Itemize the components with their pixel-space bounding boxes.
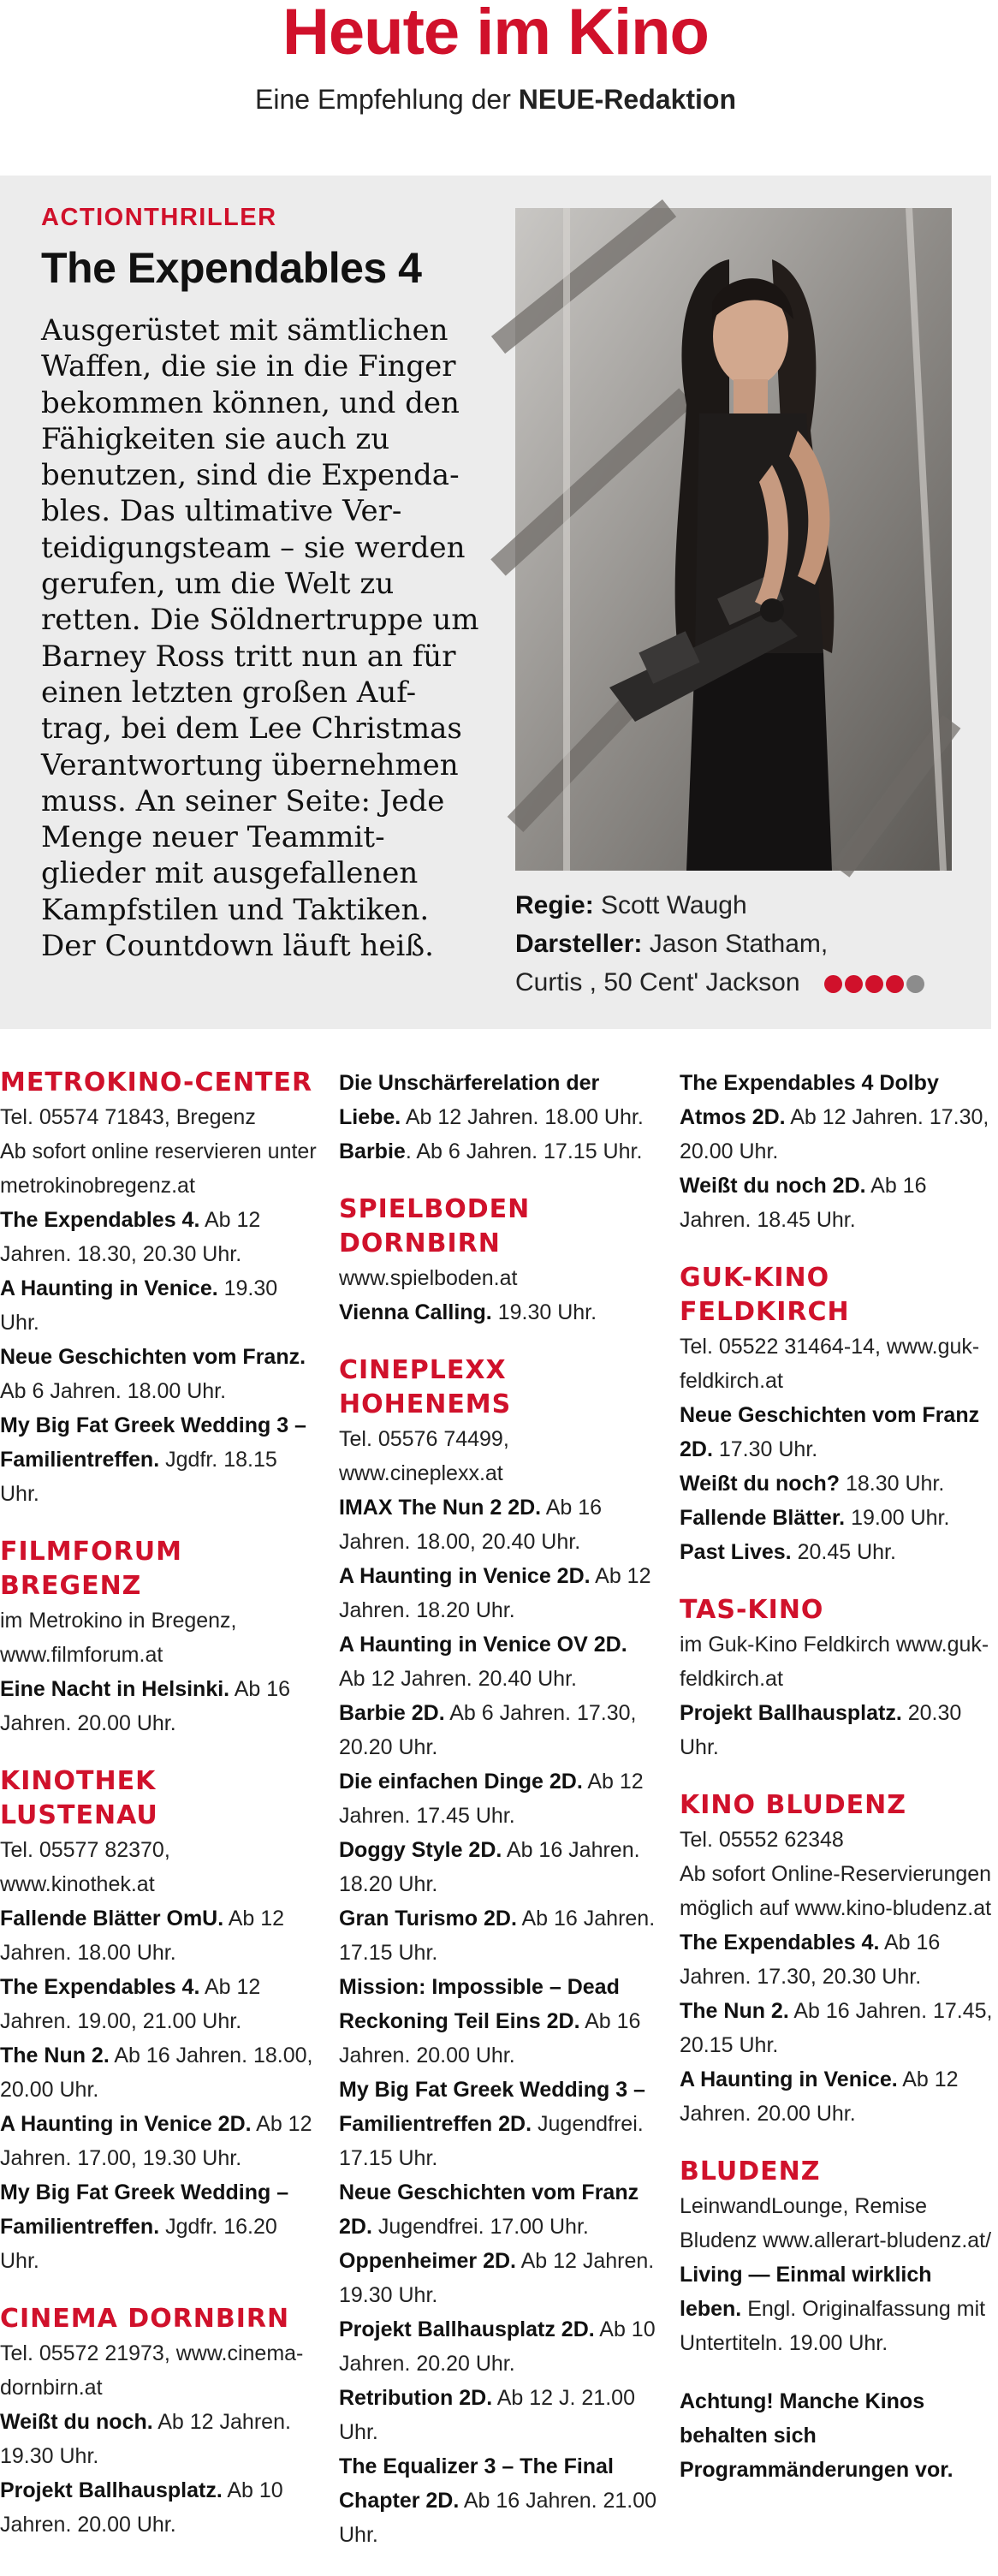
listing-line: [339, 1134, 657, 1169]
listing-text: 19.30 Uhr.: [0, 1276, 278, 1335]
cinema-name: BLUDENZ: [680, 2157, 821, 2186]
page-title: Heute im Kino: [282, 0, 709, 68]
listing-text: Ab 12 Jahren. 19.30 Uhr.: [339, 2249, 655, 2307]
listing-text: Ab sofort online reservieren unter metrokinobregenz.at: [0, 1139, 317, 1198]
cinema-name: CINEPLEXX HOHENEMS: [339, 1355, 512, 1419]
listing-text: Tel. 05552 62348: [680, 1828, 844, 1852]
movie-title: Past Lives.: [680, 1540, 792, 1564]
cinema-block: [680, 2384, 998, 2487]
movie-title: Mission: Impossible – Dead Reckoning Teil Eins 2D.: [339, 1975, 620, 2033]
featured-credits: [515, 886, 977, 1002]
listing-line: [680, 1535, 998, 1569]
listing-line: [0, 1100, 318, 1134]
listing-text: Tel. 05574 71843, Bregenz: [0, 1105, 256, 1129]
cinema-name: KINO BLUDENZ: [680, 1790, 906, 1820]
listing-line: [339, 2449, 657, 2552]
movie-title: Die Unschärferelation der Liebe.: [339, 1071, 600, 1129]
movie-title: The Expendables 4.: [680, 1931, 880, 1954]
movie-title: Projekt Ballhausplatz.: [0, 2478, 223, 2502]
listing-line: [0, 1970, 318, 2038]
listing-text: Ab 12 Jahren. 20.40 Uhr.: [339, 1667, 577, 1691]
listing-text: Ab 12 Jahren. 18.20 Uhr.: [339, 1564, 651, 1622]
listing-text: Ab 12 Jahren. 17.45 Uhr.: [339, 1770, 644, 1828]
listing-text: Ab 12 Jahren. 18.30, 20.30 Uhr.: [0, 1208, 261, 1266]
cinema-block: [0, 2302, 318, 2542]
movie-title: Achtung! Manche Kinos behalten sich Programmänderungen vor.: [680, 2389, 953, 2482]
movie-title: The Nun 2.: [680, 1999, 789, 2023]
listing-text: LeinwandLounge, Remise Bludenz www.allerart-bludenz.at/: [680, 2194, 992, 2252]
cinema-name: SPIELBODEN DORNBIRN: [339, 1194, 531, 1258]
listing-text: Ab sofort Online-Reservierungen möglich auf www.kino-bludenz.at: [680, 1862, 992, 1920]
listing-text: Jgdfr. 16.20 Uhr.: [0, 2215, 277, 2273]
subtitle-prefix: Eine Empfehlung der: [255, 84, 519, 115]
cinema-block: [339, 1193, 657, 1330]
cast-names-2: Curtis , 50 Cent' Jackson: [515, 968, 800, 996]
cinema-block: [680, 2155, 998, 2360]
listing-line: [0, 1833, 318, 1901]
movie-title: Neue Geschichten vom Franz 2D.: [339, 2180, 639, 2239]
featured-genre: ACTIONTHRILLER: [41, 204, 277, 231]
listing-line: [680, 1066, 998, 1169]
cinema-name: GUK-KINO FELDKIRCH: [680, 1263, 850, 1327]
listing-line: [339, 1422, 657, 1490]
listing-line: [339, 1764, 657, 1833]
listing-text: Ab 12 Jahren. 19.30 Uhr.: [0, 2410, 291, 2468]
movie-title: Neue Geschichten vom Franz.: [0, 1345, 306, 1369]
movie-title: Vienna Calling.: [339, 1300, 492, 1324]
rating-dot-empty: [906, 975, 924, 993]
movie-title: IMAX The Nun 2 2D.: [339, 1496, 542, 1520]
listing-text: Ab 16 Jahren. 17.30, 20.30 Uhr.: [680, 1931, 941, 1989]
listing-line: [339, 1833, 657, 1901]
listing-line: [339, 2381, 657, 2449]
cinema-name: FILMFORUM BREGENZ: [0, 1537, 182, 1601]
listing-text: Ab 12 Jahren. 17.30, 20.00 Uhr.: [680, 1105, 989, 1163]
listing-line: [0, 2473, 318, 2542]
movie-title: Living — Einmal wirklich leben.: [680, 2263, 932, 2321]
movie-title: Doggy Style 2D.: [339, 1838, 502, 1862]
movie-title: The Equalizer 3 – The Final Chapter 2D.: [339, 2454, 614, 2513]
listing-line: [339, 1295, 657, 1330]
listing-text: 18.30 Uhr.: [840, 1472, 945, 1496]
movie-title: Projekt Ballhausplatz 2D.: [339, 2317, 595, 2341]
movie-title: The Expendables 4.: [0, 1975, 200, 1999]
listing-line: [339, 1627, 657, 1696]
movie-title: My Big Fat Greek Wedding 3 – Familientreffen.: [0, 1413, 306, 1472]
movie-still-photo: [515, 208, 952, 871]
movie-title: A Haunting in Venice.: [680, 2067, 898, 2091]
listing-text: Tel. 05522 31464-14, www.guk-feldkirch.at: [680, 1335, 980, 1393]
listing-line: [339, 2073, 657, 2175]
listing-line: [680, 2384, 998, 2487]
listing-line: [0, 1672, 318, 1740]
listing-text: Jugendfrei. 17.00 Uhr.: [371, 2215, 589, 2239]
featured-title: The Expendables 4: [41, 244, 422, 292]
rating-dot-filled: [845, 975, 863, 993]
listing-text: Jugendfrei. 17.15 Uhr.: [339, 2112, 644, 2170]
listing-line: [680, 1398, 998, 1466]
listing-text: 19.00 Uhr.: [845, 1506, 950, 1530]
listing-line: [680, 1466, 998, 1501]
listing-line: [0, 1408, 318, 1511]
cinema-block: [0, 1066, 318, 1511]
cinema-column-1: [0, 1066, 318, 2566]
listing-text: Tel. 05577 82370, www.kinothek.at: [0, 1838, 170, 1896]
listing-line: [680, 1857, 998, 1925]
listing-text: Ab 12 Jahren. 20.00 Uhr.: [680, 2067, 959, 2126]
listing-line: [339, 1261, 657, 1295]
movie-title: Neue Geschichten vom Franz 2D.: [680, 1403, 980, 1461]
listing-text: im Guk-Kino Feldkirch www.guk-feldkirch.at: [680, 1633, 989, 1691]
movie-title: Fallende Blätter OmU.: [0, 1907, 224, 1931]
movie-still-illustration: [515, 208, 952, 871]
cinema-block: [680, 1593, 998, 1764]
subtitle-bold: NEUE-Redaktion: [518, 84, 736, 115]
listing-line: [339, 1559, 657, 1627]
listing-text: Ab 16 Jahren. 18.00, 20.00 Uhr.: [0, 2044, 313, 2102]
listing-text: Ab 12 Jahren. 19.00, 21.00 Uhr.: [0, 1975, 261, 2033]
rating-dots: [824, 975, 924, 993]
cinema-block: [0, 1764, 318, 2278]
movie-title: Retribution 2D.: [339, 2386, 493, 2410]
movie-title: Barbie 2D.: [339, 1701, 445, 1725]
movie-title: My Big Fat Greek Wedding 3 – Familientreffen 2D.: [339, 2078, 645, 2136]
listing-line: [680, 1627, 998, 1696]
cinema-block: [680, 1066, 998, 1237]
movie-title: My Big Fat Greek Wedding – Familientreffen.: [0, 2180, 289, 2239]
listing-line: [339, 1696, 657, 1764]
movie-title: The Expendables 4 Dolby Atmos 2D.: [680, 1071, 939, 1129]
rating-dot-filled: [824, 975, 842, 993]
cinema-block: [680, 1788, 998, 2131]
listing-text: Ab 16 Jahren. 18.20 Uhr.: [339, 1838, 640, 1896]
listing-line: [680, 2189, 998, 2258]
listing-line: [680, 2258, 998, 2360]
listing-line: [0, 2038, 318, 2107]
listing-text: Tel. 05576 74499, www.cineplexx.at: [339, 1427, 509, 1485]
featured-movie: [0, 176, 991, 1029]
listing-line: [0, 2175, 318, 2278]
listing-text: Ab 10 Jahren. 20.20 Uhr.: [339, 2317, 656, 2376]
listing-line: [0, 1901, 318, 1970]
cast-line-1: [515, 925, 977, 963]
listing-line: [680, 2062, 998, 2131]
listing-line: [339, 1066, 657, 1134]
listing-text: Ab 12 Jahren. 18.00 Uhr.: [0, 1907, 285, 1965]
rating-dot-filled: [865, 975, 883, 993]
listing-text: Ab 16 Jahren. 20.00 Uhr.: [0, 1677, 291, 1735]
listing-text: . Ab 6 Jahren. 17.15 Uhr.: [405, 1139, 643, 1163]
listing-text: Ab 12 J. 21.00 Uhr.: [339, 2386, 635, 2444]
listing-text: Ab 16 Jahren. 17.15 Uhr.: [339, 1907, 656, 1965]
director-line: [515, 886, 977, 925]
cinema-column-3: [680, 1066, 998, 2511]
cast-label: Darsteller:: [515, 930, 643, 958]
listing-line: [680, 1169, 998, 1237]
listing-line: [0, 2336, 318, 2405]
cinema-block: [339, 1353, 657, 2552]
listing-text: Ab 10 Jahren. 20.00 Uhr.: [0, 2478, 283, 2537]
cinema-name: METROKINO-CENTER: [0, 1068, 313, 1098]
listing-line: [0, 1340, 318, 1408]
featured-description: Ausgerüstet mit sämtlichen Waffen, die sie in die Finger bekommen können, und den Fähigkeiten sie auch zu benutzen, sind die Expenda-bles. Das ultimative Ver-teidigungsteam – sie werden gerufen, um die Welt zu retten. Die Söldnertruppe um Barney Ross tritt nun an für einen letzten großen Auf-trag, bei dem Lee Christmas Verantwortung übernehmen muss. An seiner Seite: Jede Menge neuer Teammit-glieder mit ausgefallenen Kampfstilen und Taktiken. Der Countdown läuft heiß.: [41, 313, 479, 964]
listing-text: Ab 16 Jahren. 21.00 Uhr.: [339, 2489, 657, 2547]
listing-text: im Metrokino in Bregenz, www.filmforum.at: [0, 1609, 237, 1667]
movie-title: Weißt du noch?: [680, 1472, 841, 1496]
listing-line: [680, 1501, 998, 1535]
listing-line: [0, 1203, 318, 1271]
cinema-block: [680, 1261, 998, 1569]
listing-line: [0, 1271, 318, 1340]
cinema-block: [339, 1066, 657, 1169]
movie-title: Eine Nacht in Helsinki.: [0, 1677, 230, 1701]
cast-names-1: Jason Statham,: [649, 930, 829, 958]
listing-text: 17.30 Uhr.: [712, 1437, 818, 1461]
listing-text: Ab 12 Jahren. 17.00, 19.30 Uhr.: [0, 2112, 312, 2170]
listing-text: 20.45 Uhr.: [791, 1540, 896, 1564]
listing-text: Jgdfr. 18.15 Uhr.: [0, 1448, 277, 1506]
listing-text: Ab 6 Jahren. 18.00 Uhr.: [0, 1379, 227, 1403]
listing-line: [0, 2107, 318, 2175]
listing-line: [0, 1134, 318, 1203]
director-label: Regie:: [515, 891, 594, 919]
movie-title: Projekt Ballhausplatz.: [680, 1701, 902, 1725]
listing-line: [339, 1490, 657, 1559]
page-subtitle: [0, 82, 991, 116]
listing-line: [680, 1823, 998, 1857]
listing-line: [680, 1696, 998, 1764]
cinema-name: KINOTHEK LUSTENAU: [0, 1766, 158, 1830]
listing-line: [339, 1901, 657, 1970]
listing-text: Ab 16 Jahren. 20.00 Uhr.: [339, 2009, 641, 2067]
cinema-name: TAS-KINO: [680, 1595, 824, 1625]
listing-text: Engl. Originalfassung mit Untertiteln. 19.00 Uhr.: [680, 2297, 986, 2355]
listing-line: [339, 2312, 657, 2381]
movie-title: Fallende Blätter.: [680, 1506, 846, 1530]
listing-text: 20.30 Uhr.: [680, 1701, 962, 1759]
listing-line: [339, 2175, 657, 2244]
listing-line: [680, 1925, 998, 1994]
listing-text: Ab 6 Jahren. 17.30, 20.20 Uhr.: [339, 1701, 637, 1759]
listing-text: Ab 16 Jahren. 18.45 Uhr.: [680, 1174, 927, 1232]
movie-title: A Haunting in Venice 2D.: [339, 1564, 591, 1588]
movie-title: Weißt du noch 2D.: [680, 1174, 866, 1198]
page-header: [0, 0, 991, 176]
movie-title: Gran Turismo 2D.: [339, 1907, 517, 1931]
movie-title: A Haunting in Venice 2D.: [0, 2112, 252, 2136]
listing-text: Ab 12 Jahren. 18.00 Uhr.: [401, 1105, 644, 1129]
listing-line: [339, 1970, 657, 2073]
movie-title: Oppenheimer 2D.: [339, 2249, 516, 2273]
listing-line: [680, 1330, 998, 1398]
rating-dot-filled: [886, 975, 904, 993]
movie-title: Die einfachen Dinge 2D.: [339, 1770, 583, 1794]
listing-line: [680, 1994, 998, 2062]
listing-line: [0, 2405, 318, 2473]
movie-title: Weißt du noch.: [0, 2410, 153, 2434]
listing-text: Ab 16 Jahren. 17.45, 20.15 Uhr.: [680, 1999, 993, 2057]
movie-title: Barbie: [339, 1139, 406, 1163]
movie-title: A Haunting in Venice OV 2D.: [339, 1633, 627, 1657]
cast-line-2: [515, 963, 977, 1002]
director-name: Scott Waugh: [601, 891, 747, 919]
listing-line: [0, 1603, 318, 1672]
cinema-name: CINEMA DORNBIRN: [0, 2304, 290, 2334]
movie-title: The Expendables 4.: [0, 1208, 200, 1232]
movie-title: A Haunting in Venice.: [0, 1276, 218, 1300]
listing-text: www.spielboden.at: [339, 1266, 518, 1290]
listing-line: [339, 2244, 657, 2312]
movie-title: The Nun 2.: [0, 2044, 110, 2067]
cinema-block: [0, 1535, 318, 1740]
listing-text: Tel. 05572 21973, www.cinema-dornbirn.at: [0, 2341, 304, 2400]
listing-text: 19.30 Uhr.: [491, 1300, 597, 1324]
listing-text: Ab 16 Jahren. 18.00, 20.40 Uhr.: [339, 1496, 603, 1554]
cinema-column-2: [339, 1066, 657, 2576]
